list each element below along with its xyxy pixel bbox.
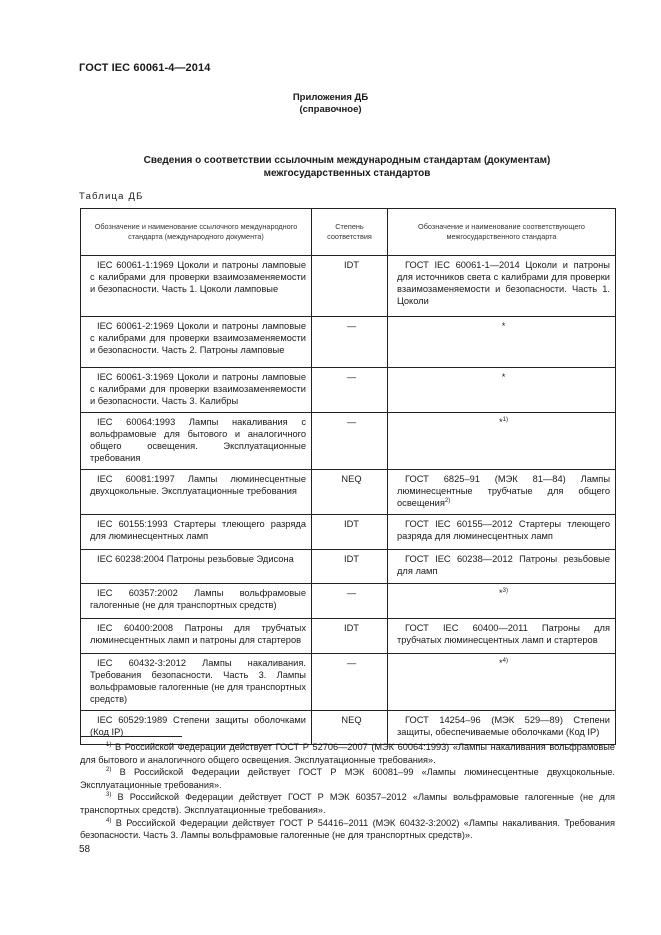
cell-gost — [388, 654, 616, 711]
cell-degree: NEQ — [312, 470, 388, 515]
standard-code: ГОСТ IEC 60061-4—2014 — [79, 62, 211, 74]
cell-degree: IDT — [312, 515, 388, 550]
table-row — [81, 515, 616, 550]
no-equivalent-marker: * — [499, 588, 503, 598]
appendix-title: Приложения ДБ — [292, 92, 369, 103]
table-row — [81, 654, 616, 711]
cell-degree: IDT — [312, 550, 388, 584]
cell-reference: IEC 60238:2004 Патроны резьбовые Эдисона — [81, 550, 312, 584]
cell-gost: ГОСТ IEC 60400—2011 Патроны для трубчатых люминесцентных ламп и стартеров — [388, 619, 616, 654]
cell-degree: — — [312, 584, 388, 619]
footnote-mark: 2) — [106, 767, 112, 774]
cell-reference: IEC 60061-3:1969 Цоколи и патроны ламповые с калибрами для проверки взаимозаменяемости и безопасности. Часть 3. Калибры — [81, 368, 312, 413]
cell-reference: IEC 60357:2002 Лампы вольфрамовые галогенные (не для транспортных средств) — [81, 584, 312, 619]
footnote-mark: 4) — [106, 817, 112, 824]
cell-gost: * — [388, 368, 616, 413]
footnote-text: В Российской Федерации действует ГОСТ Р МЭК 60081–99 «Лампы люминесцентные двухцокольные. Эксплуатационные требования». — [80, 767, 615, 790]
table-label: Таблица ДБ — [79, 191, 144, 202]
cell-gost — [388, 413, 616, 470]
table-row — [81, 711, 616, 745]
cell-gost: ГОСТ IEC 60061-1—2014 Цоколи и патроны для источников света с калибрами для проверки взаимозаменяемости и безопасности. Часть 1. Цоколи — [388, 256, 616, 317]
no-equivalent-marker: * — [499, 417, 503, 427]
section-title — [79, 154, 615, 180]
footnote-text: В Российской Федерации действует ГОСТ Р 54416–2011 (МЭК 60432-3:2002) «Лампы накаливания. Требования безопасности. Часть 3. Лампы вольфрамовые галогенные (не для транспортных средств)». — [80, 817, 615, 841]
table-row — [81, 470, 616, 515]
cell-gost: ГОСТ 14254–96 (МЭК 529—89) Степени защиты, обеспечиваемые оболочками (Код IP) — [388, 711, 616, 745]
section-title-line: межгосударственных стандартов — [263, 168, 431, 179]
table-row — [81, 413, 616, 470]
table-row — [81, 317, 616, 368]
cell-gost: ГОСТ IEC 60155—2012 Стартеры тлеющего разряда для люминесцентных ламп — [388, 515, 616, 550]
footnote — [80, 766, 615, 791]
footnote-text: В Российской Федерации действует ГОСТ Р 52706—2007 (МЭК 60064:1993) «Лампы накаливания вольфрамовые для бытового и аналогичного общего освещения. Эксплуатационные требования». — [80, 742, 615, 765]
footnote — [80, 791, 615, 816]
cell-degree: IDT — [312, 619, 388, 654]
footnote-mark: 1) — [106, 742, 112, 748]
footnote-ref: 4) — [502, 658, 508, 664]
header-degree: Степень соответствия — [312, 209, 388, 256]
cell-degree: NEQ — [312, 711, 388, 745]
cell-gost — [388, 584, 616, 619]
page-number: 58 — [79, 844, 91, 855]
cell-degree: — — [312, 413, 388, 470]
cell-reference: IEC 60400:2008 Патроны для трубчатых люминесцентных ламп и патроны для стартеров — [81, 619, 312, 654]
no-equivalent-marker: * — [499, 658, 503, 668]
footnote-divider — [80, 736, 182, 737]
cell-reference: IEC 60064:1993 Лампы накаливания с вольфрамовые для бытового и аналогичного общего освещения. Эксплуатационные требования — [81, 413, 312, 470]
cell-degree: IDT — [312, 256, 388, 317]
footnote-text: В Российской Федерации действует ГОСТ Р МЭК 60357–2012 «Лампы вольфрамовые галогенные (не для транспортных средств). Эксплуатационные требования». — [80, 792, 615, 815]
cell-degree: — — [312, 654, 388, 711]
footnote-ref: 1) — [502, 417, 508, 423]
footnote-mark: 3) — [106, 792, 112, 799]
table-row — [81, 619, 616, 654]
cell-gost: ГОСТ IEC 60238—2012 Патроны резьбовые для ламп — [388, 550, 616, 584]
section-title-line: Сведения о соответствии ссылочным международным стандартам (документам) — [143, 155, 551, 166]
cell-reference: IEC 60529:1989 Степени защиты оболочками (Код IP) — [81, 711, 312, 745]
table-row — [81, 584, 616, 619]
header-interstate-standard: Обозначение и наименование соответствующего межгосударственного стандарта — [388, 209, 616, 256]
footnotes — [80, 741, 615, 842]
table-row — [81, 256, 616, 317]
cell-reference: IEC 60061-1:1969 Цоколи и патроны ламповые с калибрами для проверки взаимозаменяемости и безопасности. Часть 1. Цоколи ламповые — [81, 256, 312, 317]
cell-reference: IEC 60432-3:2012 Лампы накаливания. Требования безопасности. Часть 3. Лампы вольфрамовые галогенные (не для транспортных средств) — [81, 654, 312, 711]
cell-gost: * — [388, 317, 616, 368]
table-header-row — [81, 209, 616, 256]
cell-reference: IEC 60081:1997 Лампы люминесцентные двухцокольные. Эксплуатационные требования — [81, 470, 312, 515]
table-row — [81, 368, 616, 413]
footnote-ref: 3) — [502, 588, 508, 594]
header-reference-standard: Обозначение и наименование ссылочного международного стандарта (международного документа) — [81, 209, 312, 256]
footnote — [80, 741, 615, 766]
cell-degree: — — [312, 317, 388, 368]
appendix-subtitle: (справочное) — [299, 104, 362, 115]
footnote — [80, 817, 615, 842]
gost-text: ГОСТ 6825–91 (МЭК 81—84) Лампы люминесцентные трубчатые для общего освещения — [397, 474, 610, 508]
cell-reference: IEC 60061-2:1969 Цоколи и патроны ламповые с калибрами для проверки взаимозаменяемости и безопасности. Часть 2. Патроны ламповые — [81, 317, 312, 368]
cell-degree: — — [312, 368, 388, 413]
table-row — [81, 550, 616, 584]
cell-gost — [388, 470, 616, 515]
cell-reference: IEC 60155:1993 Стартеры тлеющего разряда для люминесцентных ламп — [81, 515, 312, 550]
correspondence-table — [80, 208, 616, 745]
footnote-ref: 2) — [444, 498, 451, 504]
